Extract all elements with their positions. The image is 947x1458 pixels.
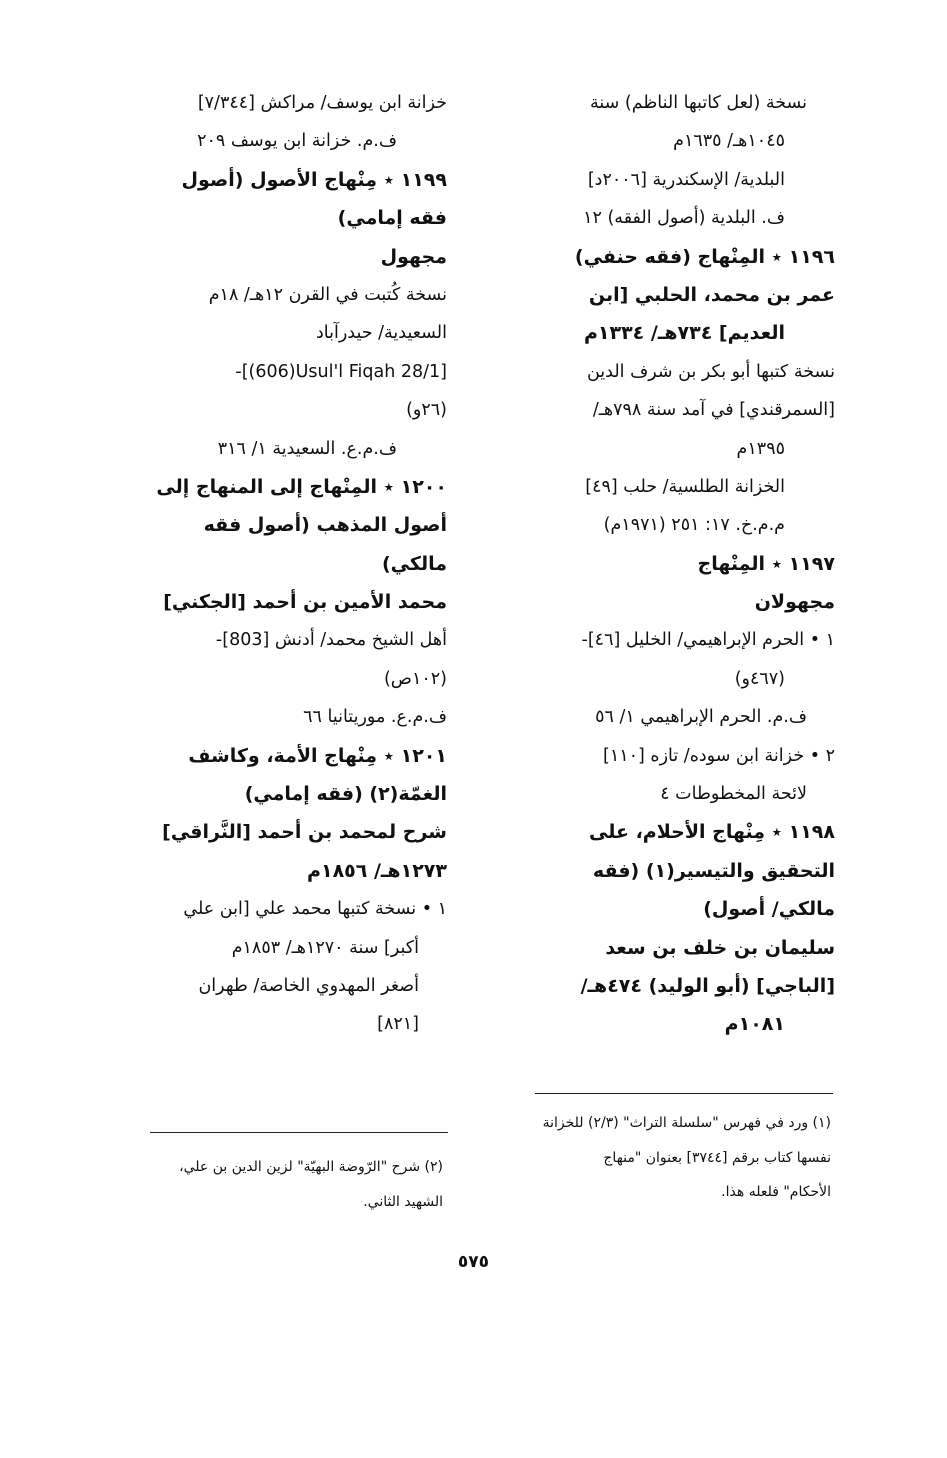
entry-heading-1196: ١١٩٦ ٭ المِنْهاج (فقه حنفي): [574, 245, 835, 268]
author-line: عمر بن محمد، الحلبي [ابن: [588, 283, 835, 306]
text-line: السعيدية/ حيدرآباد: [315, 323, 447, 344]
footnote-right: [496, 1106, 831, 1210]
text-line: [٨٢١]: [377, 1014, 419, 1035]
entry-heading-1201: ١٢٠١ ٭ مِنْهاج الأمة، وكاشف: [188, 744, 447, 767]
text-line: لائحة المخطوطات ٤: [660, 784, 807, 805]
list-item: ١ • الحرم الإبراهيمي/ الخليل [٤٦]-: [581, 630, 835, 651]
left-column: [102, 84, 447, 1044]
footnote-divider: [535, 1093, 833, 1094]
author-line: مجهول: [380, 245, 447, 268]
author-line: مجهولان: [754, 591, 835, 614]
title-line: الغمّة(٢) (فقه إمامي): [244, 783, 447, 806]
text-line: نسخة كتبها أبو بكر بن شرف الدين: [586, 361, 835, 382]
title-line: مالكي): [382, 552, 447, 575]
shelfmark: -[(606)Usul'l Fiqah 28/1]: [235, 361, 447, 382]
text-line: نسخة (لعل كاتبها الناظم) سنة: [589, 93, 807, 113]
title-line: التحقيق والتيسير(١) (فقه: [592, 859, 835, 882]
text-line: ف.م.ع. السعيدية ١/ ٣١٦: [217, 438, 397, 459]
author-line: ١٢٧٣هـ/ ١٨٥٦م: [307, 859, 447, 882]
footnote-line: الشهيد الثاني.: [363, 1193, 443, 1210]
text-line: نسخة كُتبت في القرن ١٢هـ/ ١٨م: [208, 284, 447, 305]
text-line: (١٠٢ص): [383, 668, 447, 689]
author-line: ١٠٨١م: [724, 1013, 785, 1036]
text-line: ف.م. الحرم الإبراهيمي ١/ ٥٦: [595, 707, 807, 728]
author-line: شرح لمحمد بن أحمد [النَّراقي]: [162, 821, 447, 844]
text-line: ١٠٤٥هـ/ ١٦٣٥م: [673, 131, 785, 152]
author-line: سليمان بن خلف بن سعد: [605, 936, 835, 959]
text-line: م.م.خ. ١٧: ٢٥١ (١٩٧١م): [603, 515, 785, 536]
text-line: ف.م. خزانة ابن يوسف ٢٠٩: [197, 131, 397, 152]
footnote-divider: [150, 1132, 448, 1133]
entry-heading-1198: ١١٩٨ ٭ مِنْهاج الأحلام، على: [589, 821, 835, 844]
footnote-line: (٢) شرح "الرّوضة البهيّة" لزين الدين بن علي،: [179, 1159, 443, 1175]
list-item: ١ • نسخة كتبها محمد علي [ابن علي: [183, 899, 447, 920]
text-line: ١٣٩٥م: [736, 438, 785, 459]
author-line: محمد الأمين بن أحمد [الجكني]: [163, 591, 447, 614]
title-line: أصول المذهب (أصول فقه: [203, 514, 447, 537]
entry-heading-1199: ١١٩٩ ٭ مِنْهاج الأصول (أصول: [181, 168, 447, 191]
text-line: الخزانة الطلسية/ حلب [٤٩]: [585, 476, 785, 497]
right-column: [490, 84, 835, 1044]
text-line: خزانة ابن يوسف/ مراكش [٧/٣٤٤]: [197, 93, 447, 113]
list-item: ٢ • خزانة ابن سوده/ تازه [١١٠]: [603, 745, 835, 766]
title-line: مالكي/ أصول): [703, 898, 835, 921]
text-line: ف. البلدية (أصول الفقه) ١٢: [583, 208, 785, 229]
author-line: العديم] ٧٣٤هـ/ ١٣٣٤م: [583, 322, 785, 345]
page-number: ٥٧٥: [457, 1252, 490, 1272]
text-line: البلدية/ الإسكندرية [٢٠٠٦د]: [587, 169, 785, 190]
text-line: (٤٦٧و): [734, 668, 785, 689]
text-line: أصغر المهدوي الخاصة/ طهران: [198, 975, 419, 996]
footnote-line: (١) ورد في فهرس "سلسلة التراث" (٢/٣) للخزانة: [542, 1115, 831, 1131]
footnote-left: [108, 1150, 443, 1219]
author-line: [الباجي] (أبو الوليد) ٤٧٤هـ/: [580, 974, 835, 997]
text-line: أكبر] سنة ١٢٧٠هـ/ ١٨٥٣م: [231, 937, 419, 958]
text-line: أهل الشيخ محمد/ أدنش [803]-: [215, 630, 447, 651]
text-line: (٢٦و): [406, 400, 447, 421]
footnote-line: نفسها كتاب برقم [٣٧٤٤] بعنوان "منهاج: [603, 1149, 831, 1166]
title-line: فقه إمامي): [337, 207, 447, 230]
footnote-line: الأحكام" فلعله هذا.: [721, 1184, 831, 1200]
entry-heading-1197: ١١٩٧ ٭ المِنْهاج: [697, 552, 835, 575]
text-line: ف.م.ع. موريتانيا ٦٦: [303, 707, 447, 728]
text-line: [السمرقندي] في آمد سنة ٧٩٨هـ/: [592, 400, 835, 421]
entry-heading-1200: ١٢٠٠ ٭ المِنْهاج إلى المنهاج إلى: [156, 475, 447, 498]
text-line: [102, 353, 447, 391]
